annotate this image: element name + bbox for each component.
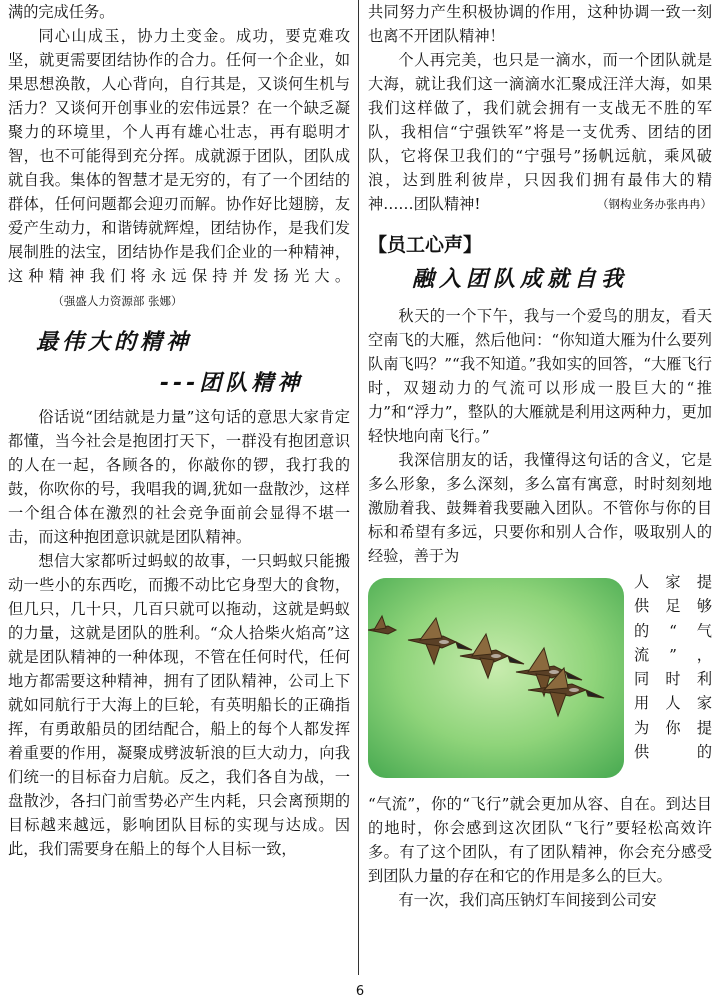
wrapped-text bbox=[634, 570, 712, 764]
page-number: 6 bbox=[355, 984, 365, 999]
paragraph-text: 同心山成玉，协力土变金。成功，要克难攻坚，就更需要团结协作的合力。任何一个企业，如果思想涣散，人心背向，自行其是，又谈何生机与活力？又谈何开创事业的宏伟远景？在一个缺乏凝聚力的环境里，个人再有雄心壮志，再有聪明才智，也不可能得到充分挥。成就源于团队，团队成就自我。集体的智慧才是无穷的，有了一个团结的群体，任何问题都会迎刃而解。协作好比翅膀，友爱产生动力，和谐铸就辉煌，团结协作，是我们发展制胜的法宝，团结协作是我们企业的一种精神，这种精神我们将永远保持并发扬光大。 bbox=[8, 27, 350, 285]
text-line: 供足够 bbox=[634, 597, 712, 616]
paragraph: 有一次，我们高压钠灯车间接到公司安 bbox=[398, 891, 657, 909]
section-heading: 【员工心声】 bbox=[368, 234, 483, 256]
figure-with-wrapped-text bbox=[368, 570, 712, 792]
paragraph: 秋天的一个下午，我与一个爱鸟的朋友，看天空南飞的大雁，然后他问：“你知道大雁为什么要列队南飞吗？”“我不知道。”我如实的回答，“大雁飞行时，双翅动力的气流可以形成一股巨大的“推力”和“浮力”，整队的大雁就是利用这两种力，更加轻快地向南飞行。” bbox=[368, 307, 712, 445]
paragraph: 共同努力产生积极协调的作用，这种协调一致一刻也离不开团队精神！ bbox=[368, 3, 712, 45]
author-signature: （强盛人力资源部 张娜） bbox=[52, 294, 183, 308]
paragraph bbox=[368, 48, 712, 216]
text-line: 人家提 bbox=[634, 573, 712, 591]
column-divider bbox=[358, 0, 359, 975]
paragraph-text: 个人再完美，也只是一滴水，而一个团队就是大海，就让我们这一滴滴水汇聚成汪洋大海，如果我们这样做了，我们就会拥有一支战无不胜的军队，我相信“宁强铁军”将是一支优秀、团结的团队，它将保卫我们的“宁强号”扬帆远航，乘风破浪，达到胜利彼岸，只因我们拥有最伟大的精神……团队精神! bbox=[368, 51, 712, 213]
paragraph: 我深信朋友的话，我懂得这句话的含义，它是多么形象，多么深刻，多么富有寓意，时时刻刻地激励着我、鼓舞着我要融入团队。不管你与你的目标和希望有多远，只要你和别人合作，吸取别人的经验，善于为 bbox=[368, 451, 712, 565]
paragraph: “气流”，你的“飞行”就会更加从容、自在。到达目的地时，你会感到这次团队“飞行”要轻松高效许多。有了这个团队，有了团队精神，你会充分感受到团队力量的存在和它的作用是多么的巨大。 bbox=[368, 795, 712, 885]
text-line: 为你提 bbox=[634, 718, 712, 737]
article-subtitle: ---团队精神 bbox=[160, 371, 304, 396]
flying-geese-image bbox=[368, 578, 624, 778]
left-column bbox=[8, 0, 350, 861]
article-title: 最伟大的精神 bbox=[36, 330, 193, 355]
paragraph: 满的完成任务。 bbox=[8, 3, 115, 21]
paragraph bbox=[8, 24, 350, 313]
paragraph: 俗话说“团结就是力量”这句话的意思大家肯定都懂，当今社会是抱团打天下，一群没有抱团意识的人在一起，各顾各的，你敲你的锣，我打我的鼓，你吹你的号，我唱我的调,犹如一盘散沙，这样一个组合体在激烈的社会竞争面前会显得不堪一击，而这种抱团意识就是团队精神。 bbox=[8, 408, 350, 546]
text-line: 供的 bbox=[634, 743, 712, 762]
author-signature: （钢构业务办张冉冉） bbox=[597, 197, 712, 211]
article-title: 融入团队成就自我 bbox=[412, 267, 629, 292]
text-line: 用人家 bbox=[634, 694, 712, 713]
text-line: 同时利 bbox=[634, 670, 712, 689]
text-line: 流”， bbox=[634, 645, 712, 664]
paragraph: 想信大家都听过蚂蚁的故事，一只蚂蚁只能搬动一些小的东西吃，而搬不动比它身型大的食物，但几只，几十只，几百只就可以拖动，这就是蚂蚁的力量，这就是团队的胜利。“众人拾柴火焰高”这就是团队精神的一种体现，不管在任何时代，任何地方都需要这种精神，拥有了团队精神，公司上下就如同航行于大海上的巨轮，有英明船长的正确指挥，有勇敢船员的团结配合，船上的每个人都发挥着重要的作用，凝聚成劈波斩浪的巨大动力，向我们统一的目标奋力启航。反之，我们各自为战，一盘散沙，各扫门前雪势必产生内耗，只会离预期的目标越来越远，影响团队目标的实现与达成。因此，我们需要身在船上的每个人目标一致， bbox=[8, 552, 350, 858]
text-line: 的“气 bbox=[634, 621, 712, 640]
right-column bbox=[368, 0, 712, 912]
